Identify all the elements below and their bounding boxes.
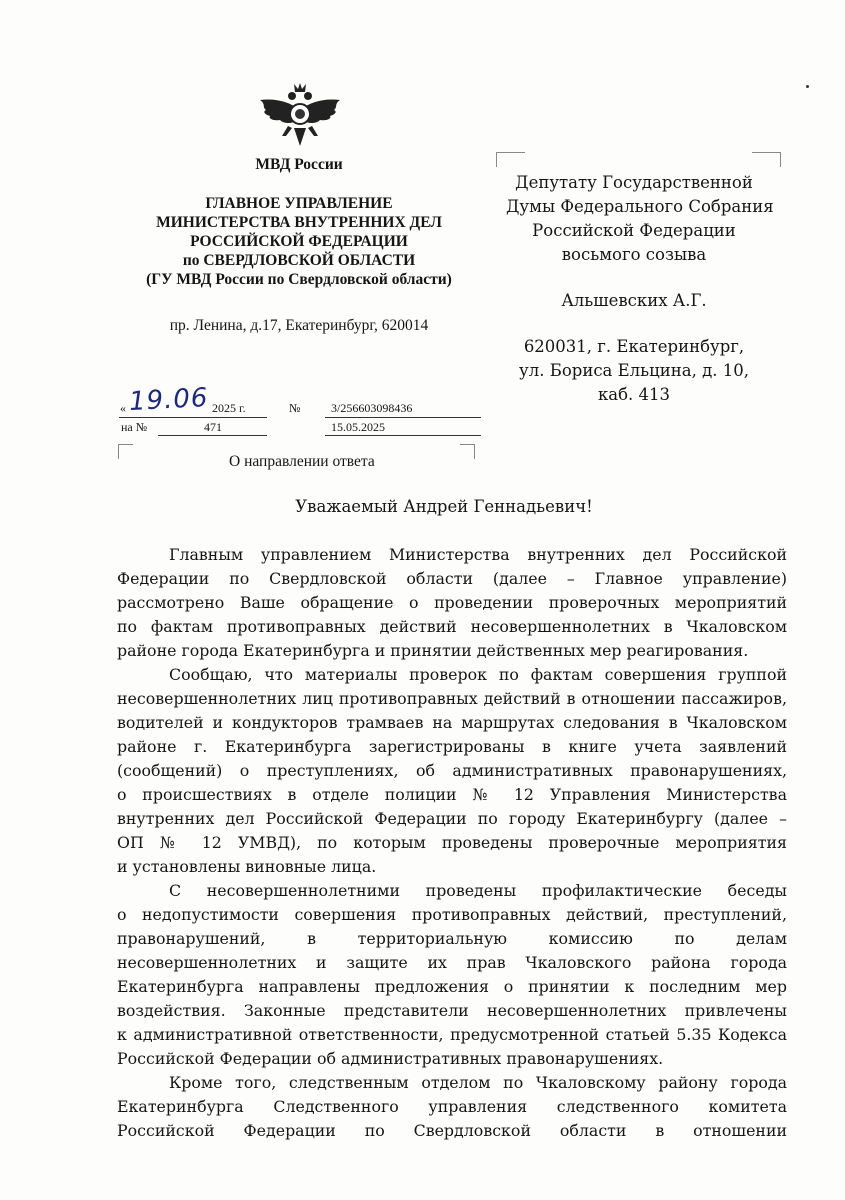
org-line: по СВЕРДЛОВСКОЙ ОБЛАСТИ (182, 252, 416, 269)
org-short-name: МВД России (255, 156, 343, 173)
text-line: Екатеринбурга направлены предложения о принятии к последним мер (117, 977, 787, 996)
number-underline (325, 417, 481, 418)
in-reply-number: 471 (204, 420, 222, 434)
text-line: рассмотрено Ваше обращение о проведении проверочных мероприятий (117, 593, 787, 612)
text-line: районе г. Екатеринбурга зарегистрированы в книге учета заявлений (117, 737, 787, 756)
org-line: МИНИСТЕРСТВА ВНУТРЕННИХ ДЕЛ (156, 214, 442, 231)
text-line: водителей и кондукторов трамваев на маршрутах следования в Чкаловском (117, 713, 787, 732)
text-line: Федерации по Свердловской области (далее – Главное управление) (117, 569, 787, 588)
text-line: ОП № 12 УМВД), по которым проведены проверочные мероприятия (117, 833, 787, 852)
recipient-address-line: ул. Бориса Ельцина, д. 10, (519, 361, 749, 380)
recipient-address-line: каб. 413 (597, 385, 671, 404)
text-line: о происшествиях в отделе полиции № 12 Управления Министерства (117, 785, 787, 804)
date-underline (119, 417, 267, 418)
text-line: внутренних дел Российской Федерации по городу Екатеринбургу (далее – (117, 809, 787, 828)
recipient-line: Российской Федерации (532, 221, 736, 240)
text-line: несовершеннолетних лиц противоправных действий в отношении пассажиров, (117, 689, 787, 708)
number-sign: № (289, 401, 301, 415)
text-line: Российской Федерации об административных правонарушениях. (117, 1049, 664, 1068)
recipient-block (506, 171, 774, 407)
body-paragraph (117, 1071, 787, 1143)
reply-number-underline (158, 435, 267, 436)
in-reply-date: 15.05.2025 (331, 420, 385, 434)
recipient-address-line: 620031, г. Екатеринбург, (523, 337, 745, 356)
text-line: Российской Федерации по Свердловской области в отношении (117, 1121, 787, 1140)
salutation: Уважаемый Андрей Геннадьевич! (295, 497, 593, 516)
text-line: Главным управлением Министерства внутренних дел Российской (169, 545, 787, 564)
handwritten-date: 19.06 (128, 382, 210, 418)
subject-corner-right (460, 444, 475, 459)
subject-line: О направлении ответа (229, 453, 375, 470)
outgoing-number: 3/256603098436 (331, 401, 413, 415)
org-line: ГЛАВНОЕ УПРАВЛЕНИЕ (205, 195, 393, 212)
recipient-line: Депутату Государственной (515, 173, 753, 192)
scan-dot (806, 85, 809, 88)
text-line: правонарушений, в территориальную комиссию по делам (117, 929, 787, 948)
date-year: 2025 г. (212, 401, 246, 415)
recipient-corner-left (496, 152, 525, 167)
text-line: и установлены виновные лица. (117, 857, 377, 876)
org-line: РОССИЙСКОЙ ФЕДЕРАЦИИ (190, 233, 408, 250)
body-paragraph (117, 543, 787, 663)
date-quote: « (120, 401, 126, 415)
eagle-emblem-icon (252, 80, 348, 150)
org-address: пр. Ленина, д.17, Екатеринбург, 620014 (169, 317, 429, 334)
recipient-name: Альшевских А.Г. (561, 291, 707, 310)
org-line: (ГУ МВД России по Свердловской области) (146, 271, 452, 288)
recipient-line: Думы Федерального Собрания (506, 197, 774, 216)
text-line: Сообщаю, что материалы проверок по фактам совершения группой (169, 665, 787, 684)
text-line: Кроме того, следственным отделом по Чкаловскому району города (169, 1073, 787, 1092)
recipient-line: восьмого созыва (561, 245, 707, 264)
reply-date-underline (325, 435, 481, 436)
text-line: несовершеннолетних и защите их прав Чкаловского района города (117, 953, 787, 972)
body-paragraph (117, 879, 787, 1071)
text-line: С несовершеннолетними проведены профилактические беседы (169, 881, 787, 900)
org-full-name (96, 194, 502, 289)
in-reply-label: на № (121, 420, 148, 434)
body-paragraph (117, 663, 787, 879)
text-line: воздействия. Законные представители несовершеннолетних привлечены (117, 1001, 787, 1020)
text-line: Екатеринбурга Следственного управления следственного комитета (117, 1097, 787, 1116)
text-line: по фактам противоправных действий несовершеннолетних в Чкаловском (117, 617, 787, 636)
recipient-corner-right (752, 152, 781, 167)
text-line: районе города Екатеринбурга и принятии действенных мер реагирования. (117, 641, 749, 660)
text-line: к административной ответственности, предусмотренной статьей 5.35 Кодекса (117, 1025, 787, 1044)
subject-corner-left (118, 444, 133, 459)
text-line: (сообщений) о преступлениях, об административных правонарушениях, (117, 761, 787, 780)
text-line: о недопустимости совершения противоправных действий, преступлений, (117, 905, 787, 924)
